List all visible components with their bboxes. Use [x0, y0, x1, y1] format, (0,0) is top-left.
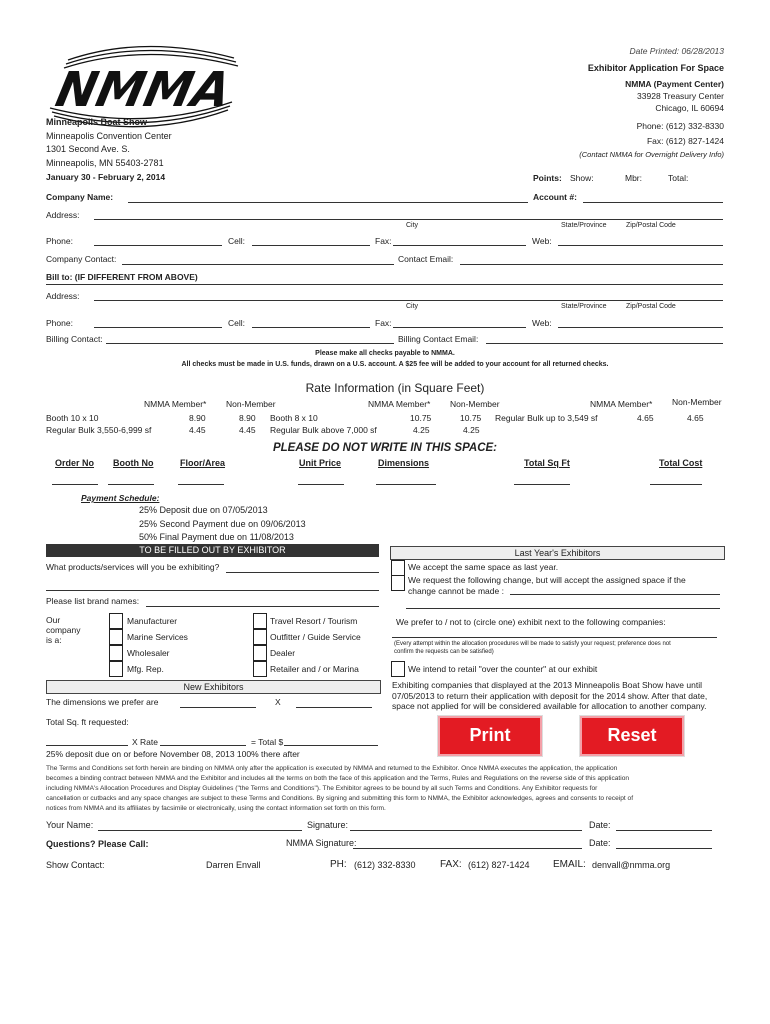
- request-change-line-1: We request the following change, but will accept the assigned space if the: [408, 575, 686, 585]
- company-contact-label: Company Contact:: [46, 254, 117, 264]
- schedule-item-1: 25% Deposit due on 07/05/2013: [139, 505, 268, 515]
- order-no-field: [52, 484, 98, 485]
- fax-number: (612) 827-1424: [468, 860, 530, 870]
- questions-label: Questions? Please Call:: [46, 839, 149, 849]
- nmma-phone: Phone: (612) 332-8330: [636, 121, 724, 131]
- accept-same-checkbox[interactable]: [391, 560, 405, 576]
- company-contact-field[interactable]: [122, 264, 394, 265]
- phone-label: Phone:: [46, 236, 73, 246]
- nonmember-header-2: Non-Member: [450, 399, 500, 409]
- your-name-field[interactable]: [98, 830, 302, 831]
- account-field[interactable]: [583, 202, 723, 203]
- account-label: Account #:: [533, 192, 577, 202]
- rate-member-2: 10.75: [410, 413, 432, 423]
- schedule-item-3: 50% Final Payment due on 11/08/2013: [139, 532, 294, 542]
- col-floor-area: Floor/Area: [180, 458, 226, 468]
- change-field-1[interactable]: [510, 594, 720, 595]
- nonmember-header-3: Non-Member: [672, 397, 722, 407]
- rate-title: [0, 381, 770, 395]
- billing-email-field[interactable]: [486, 343, 723, 344]
- bill-fax-field[interactable]: [393, 327, 526, 328]
- bill-web-label: Web:: [532, 318, 552, 328]
- checks-note-2: All checks must be made in U.S. funds, drawn on a U.S. account. A $25 fee will be added to your account for all returned checks.: [181, 361, 609, 368]
- manufacturer-checkbox[interactable]: [109, 613, 123, 629]
- over-counter-label: We intend to retail "over the counter" at our exhibit: [408, 664, 598, 674]
- dealer-checkbox[interactable]: [253, 645, 267, 661]
- bill-city-caption: City: [406, 303, 419, 310]
- member-header-1: NMMA Member*: [144, 399, 207, 409]
- billing-contact-field[interactable]: [106, 343, 394, 344]
- bill-zip-caption: Zip/Postal Code: [626, 303, 676, 310]
- equals-total-label: = Total $: [251, 737, 284, 747]
- bill-phone-label: Phone:: [46, 318, 73, 328]
- bill-cell-field[interactable]: [252, 327, 370, 328]
- bill-to-label: Bill to: (IF DIFFERENT FROM ABOVE): [46, 272, 198, 282]
- date-printed: Date Printed: 06/28/2013: [629, 46, 724, 56]
- dealer-label: Dealer: [270, 648, 296, 658]
- retailer-checkbox[interactable]: [253, 661, 267, 677]
- show-name: Minneapolis Boat Show: [46, 117, 148, 127]
- total-sq-ft-field: [514, 484, 570, 485]
- dimension-a-field[interactable]: [180, 707, 256, 708]
- company-text: company: [46, 625, 81, 635]
- show-dates: January 30 - February 2, 2014: [46, 172, 166, 182]
- x-rate-label: X Rate: [132, 737, 158, 747]
- bill-address-field[interactable]: [94, 300, 723, 301]
- floor-area-field: [178, 484, 224, 485]
- rate-member-1: 4.45: [189, 425, 206, 435]
- request-change-line-2: change cannot be made :: [408, 586, 504, 596]
- payment-center: NMMA (Payment Center): [625, 79, 724, 89]
- col-total-sq-ft: Total Sq Ft: [524, 458, 570, 468]
- email-address[interactable]: denvall@nmma.org: [592, 860, 671, 870]
- ph-label: PH:: [330, 859, 347, 870]
- member-header-3: NMMA Member*: [590, 399, 653, 409]
- print-button[interactable]: Print: [438, 716, 542, 756]
- rate-non-0: 8.90: [239, 413, 256, 423]
- terms-line-4: cancellation or cutbacks and any space changes are subject to these Terms and Conditions. By signing and submitting this form to NMMA, the Exhibitor acknowledges, agrees and consents to receipt of: [46, 795, 634, 802]
- fax-label: Fax:: [375, 236, 392, 246]
- rate-label-2: Booth 8 x 10: [270, 413, 318, 423]
- dimensions-field: [376, 484, 436, 485]
- last-year-note-3: space not applied for will be considered available for allocation to another company.: [392, 701, 707, 711]
- terms-line-5: notices from NMMA and its affiliates by facsimile or electronically, using the contact information set forth on this form.: [46, 805, 386, 812]
- total-cost-field: [650, 484, 702, 485]
- bill-cell-label: Cell:: [228, 318, 246, 328]
- company-name-field[interactable]: [128, 202, 528, 203]
- dimension-x: X: [275, 697, 281, 707]
- rate-label-3: Regular Bulk above 7,000 sf: [270, 425, 377, 435]
- rate-label-4: Regular Bulk up to 3,549 sf: [495, 413, 598, 423]
- travel-resort-checkbox[interactable]: [253, 613, 267, 629]
- over-counter-checkbox[interactable]: [391, 661, 405, 677]
- signature-field[interactable]: [350, 830, 582, 831]
- show-contact-name: Darren Envall: [206, 860, 261, 870]
- rate-label-0: Booth 10 x 10: [46, 413, 99, 423]
- points-mbr-label: Mbr:: [625, 173, 642, 183]
- exhibitor-bar: TO BE FILLED OUT BY EXHIBITOR: [46, 544, 379, 557]
- member-header-2: NMMA Member*: [368, 399, 431, 409]
- show-contact-label: Show Contact:: [46, 860, 105, 870]
- is-a-text: is a:: [46, 635, 62, 645]
- last-year-note: [392, 680, 707, 712]
- prefer-note-2: confirm the requests can be satisfied): [394, 649, 494, 655]
- points-show-label: Show:: [570, 173, 594, 183]
- billing-email-label: Billing Contact Email:: [398, 334, 479, 344]
- col-dimensions: Dimensions: [378, 458, 430, 468]
- products-field-1[interactable]: [226, 572, 379, 573]
- cell-label: Cell:: [228, 236, 246, 246]
- email-label: EMAIL:: [553, 859, 586, 870]
- zip-caption: Zip/Postal Code: [626, 222, 676, 229]
- rate-title-sub: (in Square Feet): [397, 381, 485, 395]
- products-field-2[interactable]: [46, 590, 379, 591]
- wholesaler-label: Wholesaler: [127, 648, 170, 658]
- col-total-cost: Total Cost: [659, 458, 703, 468]
- logo-text: NMMA: [51, 62, 236, 118]
- reset-button[interactable]: Reset: [580, 716, 684, 756]
- marine-services-label: Marine Services: [127, 632, 188, 642]
- billing-contact-label: Billing Contact:: [46, 334, 103, 344]
- total-sq-field[interactable]: [46, 745, 128, 746]
- prefer-note: [394, 640, 671, 656]
- payment-city: Chicago, IL 60694: [655, 103, 724, 113]
- terms-line-1: The Terms and Conditions set forth herein are binding on NMMA only after the application is executed by NMMA and returned to the Exhibitor. Once NMMA executes the application, the application: [46, 765, 618, 772]
- bill-phone-field[interactable]: [94, 327, 222, 328]
- do-not-write-warning: PLEASE DO NOT WRITE IN THIS SPACE:: [272, 442, 498, 454]
- delivery-note: (Contact NMMA for Overnight Delivery Info): [579, 150, 724, 159]
- change-field-2[interactable]: [406, 608, 720, 609]
- prefer-label: We prefer to / not to (circle one) exhibit next to the following companies:: [396, 617, 666, 627]
- payment-street: 33928 Treasury Center: [637, 91, 724, 101]
- rate-title-main: Rate Information: [305, 381, 395, 395]
- brands-field[interactable]: [146, 606, 379, 607]
- points-total-label: Total:: [668, 173, 689, 183]
- address-field[interactable]: [94, 219, 723, 220]
- products-label: What products/services will you be exhibiting?: [46, 562, 220, 572]
- terms-line-2: becomes a binding contract between NMMA and the Exhibitor and includes all the terms on both the face of this application and the Terms, Rules and Regulations on the reverse side of this application: [46, 775, 630, 782]
- rate-member-0: 8.90: [189, 413, 206, 423]
- payment-schedule-title: Payment Schedule:: [81, 493, 160, 503]
- dimension-b-field[interactable]: [296, 707, 372, 708]
- points-label: Points:: [533, 173, 562, 183]
- company-name-label: Company Name:: [46, 192, 114, 202]
- outfitter-checkbox[interactable]: [253, 629, 267, 645]
- col-order-no: Order No: [55, 458, 95, 468]
- phone-field[interactable]: [94, 245, 222, 246]
- address-label: Address:: [46, 210, 80, 220]
- ph-number: (612) 332-8330: [354, 860, 416, 870]
- rate-non-1: 4.45: [239, 425, 256, 435]
- bill-state-caption: State/Province: [561, 303, 607, 310]
- request-change-checkbox[interactable]: [391, 575, 405, 591]
- nonmember-header-1: Non-Member: [226, 399, 276, 409]
- fax-contact-label: FAX:: [440, 859, 462, 870]
- state-caption: State/Province: [561, 222, 607, 229]
- form-title: Exhibitor Application For Space: [587, 63, 724, 73]
- travel-resort-label: Travel Resort / Tourism: [270, 616, 358, 626]
- rate-member-4: 4.65: [637, 413, 654, 423]
- company-type-label: [46, 615, 81, 645]
- date-label-1: Date:: [589, 820, 611, 830]
- accept-same-label: We accept the same space as last year.: [408, 562, 559, 572]
- contact-email-label: Contact Email:: [398, 254, 454, 264]
- your-name-label: Your Name:: [46, 820, 94, 830]
- web-field[interactable]: [558, 245, 723, 246]
- bill-web-field[interactable]: [558, 327, 723, 328]
- last-year-note-1: Exhibiting companies that displayed at the 2013 Minneapolis Boat Show have until: [392, 680, 702, 690]
- last-year-bar: Last Year's Exhibitors: [390, 546, 725, 560]
- schedule-item-2: 25% Second Payment due on 09/06/2013: [139, 519, 306, 529]
- city-caption: City: [406, 222, 419, 229]
- rate-field[interactable]: [160, 745, 246, 746]
- prefer-note-1: (Every attempt within the allocation procedures will be made to satisfy your request; preference does not: [394, 641, 671, 647]
- new-exhibitors-bar: New Exhibitors: [46, 680, 381, 694]
- nmma-signature-field: [353, 848, 582, 849]
- date-field-1[interactable]: [616, 830, 712, 831]
- signature-label: Signature:: [307, 820, 349, 830]
- bill-to-divider: [46, 284, 723, 285]
- deposit-note: 25% deposit due on or before November 08, 2013 100% there after: [46, 749, 300, 759]
- last-year-note-2: 07/05/2013 to return their application with deposit for the 2014 show. After that date,: [392, 690, 708, 701]
- rate-label-1: Regular Bulk 3,550-6,999 sf: [46, 425, 152, 435]
- cell-field[interactable]: [252, 245, 370, 246]
- retailer-label: Retailer and / or Marina: [270, 664, 359, 674]
- rate-non-4: 4.65: [687, 413, 704, 423]
- date-field-2: [616, 848, 712, 849]
- nmma-signature-label: NMMA Signature:: [286, 838, 357, 848]
- date-label-2: Date:: [589, 838, 611, 848]
- dimensions-label: The dimensions we prefer are: [46, 697, 159, 707]
- bill-address-label: Address:: [46, 291, 80, 301]
- rate-non-3: 4.25: [463, 425, 480, 435]
- rate-non-2: 10.75: [460, 413, 482, 423]
- total-dollars-field[interactable]: [284, 745, 378, 746]
- prefer-field[interactable]: [392, 637, 717, 638]
- mfg-rep-label: Mfg. Rep.: [127, 664, 164, 674]
- terms-text: [46, 764, 633, 814]
- rate-member-3: 4.25: [413, 425, 430, 435]
- col-unit-price: Unit Price: [299, 458, 342, 468]
- bill-fax-label: Fax:: [375, 318, 392, 328]
- contact-email-field[interactable]: [460, 264, 723, 265]
- manufacturer-label: Manufacturer: [127, 616, 178, 626]
- total-sq-label: Total Sq. ft requested:: [46, 717, 129, 727]
- checks-note-1: Please make all checks payable to NMMA.: [315, 350, 455, 357]
- wholesaler-checkbox[interactable]: [109, 645, 123, 661]
- unit-price-field: [298, 484, 344, 485]
- web-label: Web:: [532, 236, 552, 246]
- show-city: Minneapolis, MN 55403-2781: [46, 158, 164, 168]
- our-text: Our: [46, 615, 61, 625]
- nmma-fax: Fax: (612) 827-1424: [646, 136, 724, 146]
- outfitter-label: Outfitter / Guide Service: [270, 632, 361, 642]
- booth-no-field: [108, 484, 154, 485]
- show-venue: Minneapolis Convention Center: [46, 131, 172, 141]
- col-booth-no: Booth No: [113, 458, 154, 468]
- show-street: 1301 Second Ave. S.: [46, 144, 130, 154]
- marine-services-checkbox[interactable]: [109, 629, 123, 645]
- mfg-rep-checkbox[interactable]: [109, 661, 123, 677]
- terms-line-3: including NMMA's Allocation Procedures and Display Guidelines ("the Terms and Conditions"). The Exhibitor agrees to be bound by all such Terms and Conditions. Any Exhibitor requests for: [46, 785, 598, 792]
- fax-field[interactable]: [393, 245, 526, 246]
- brands-label: Please list brand names:: [46, 596, 140, 606]
